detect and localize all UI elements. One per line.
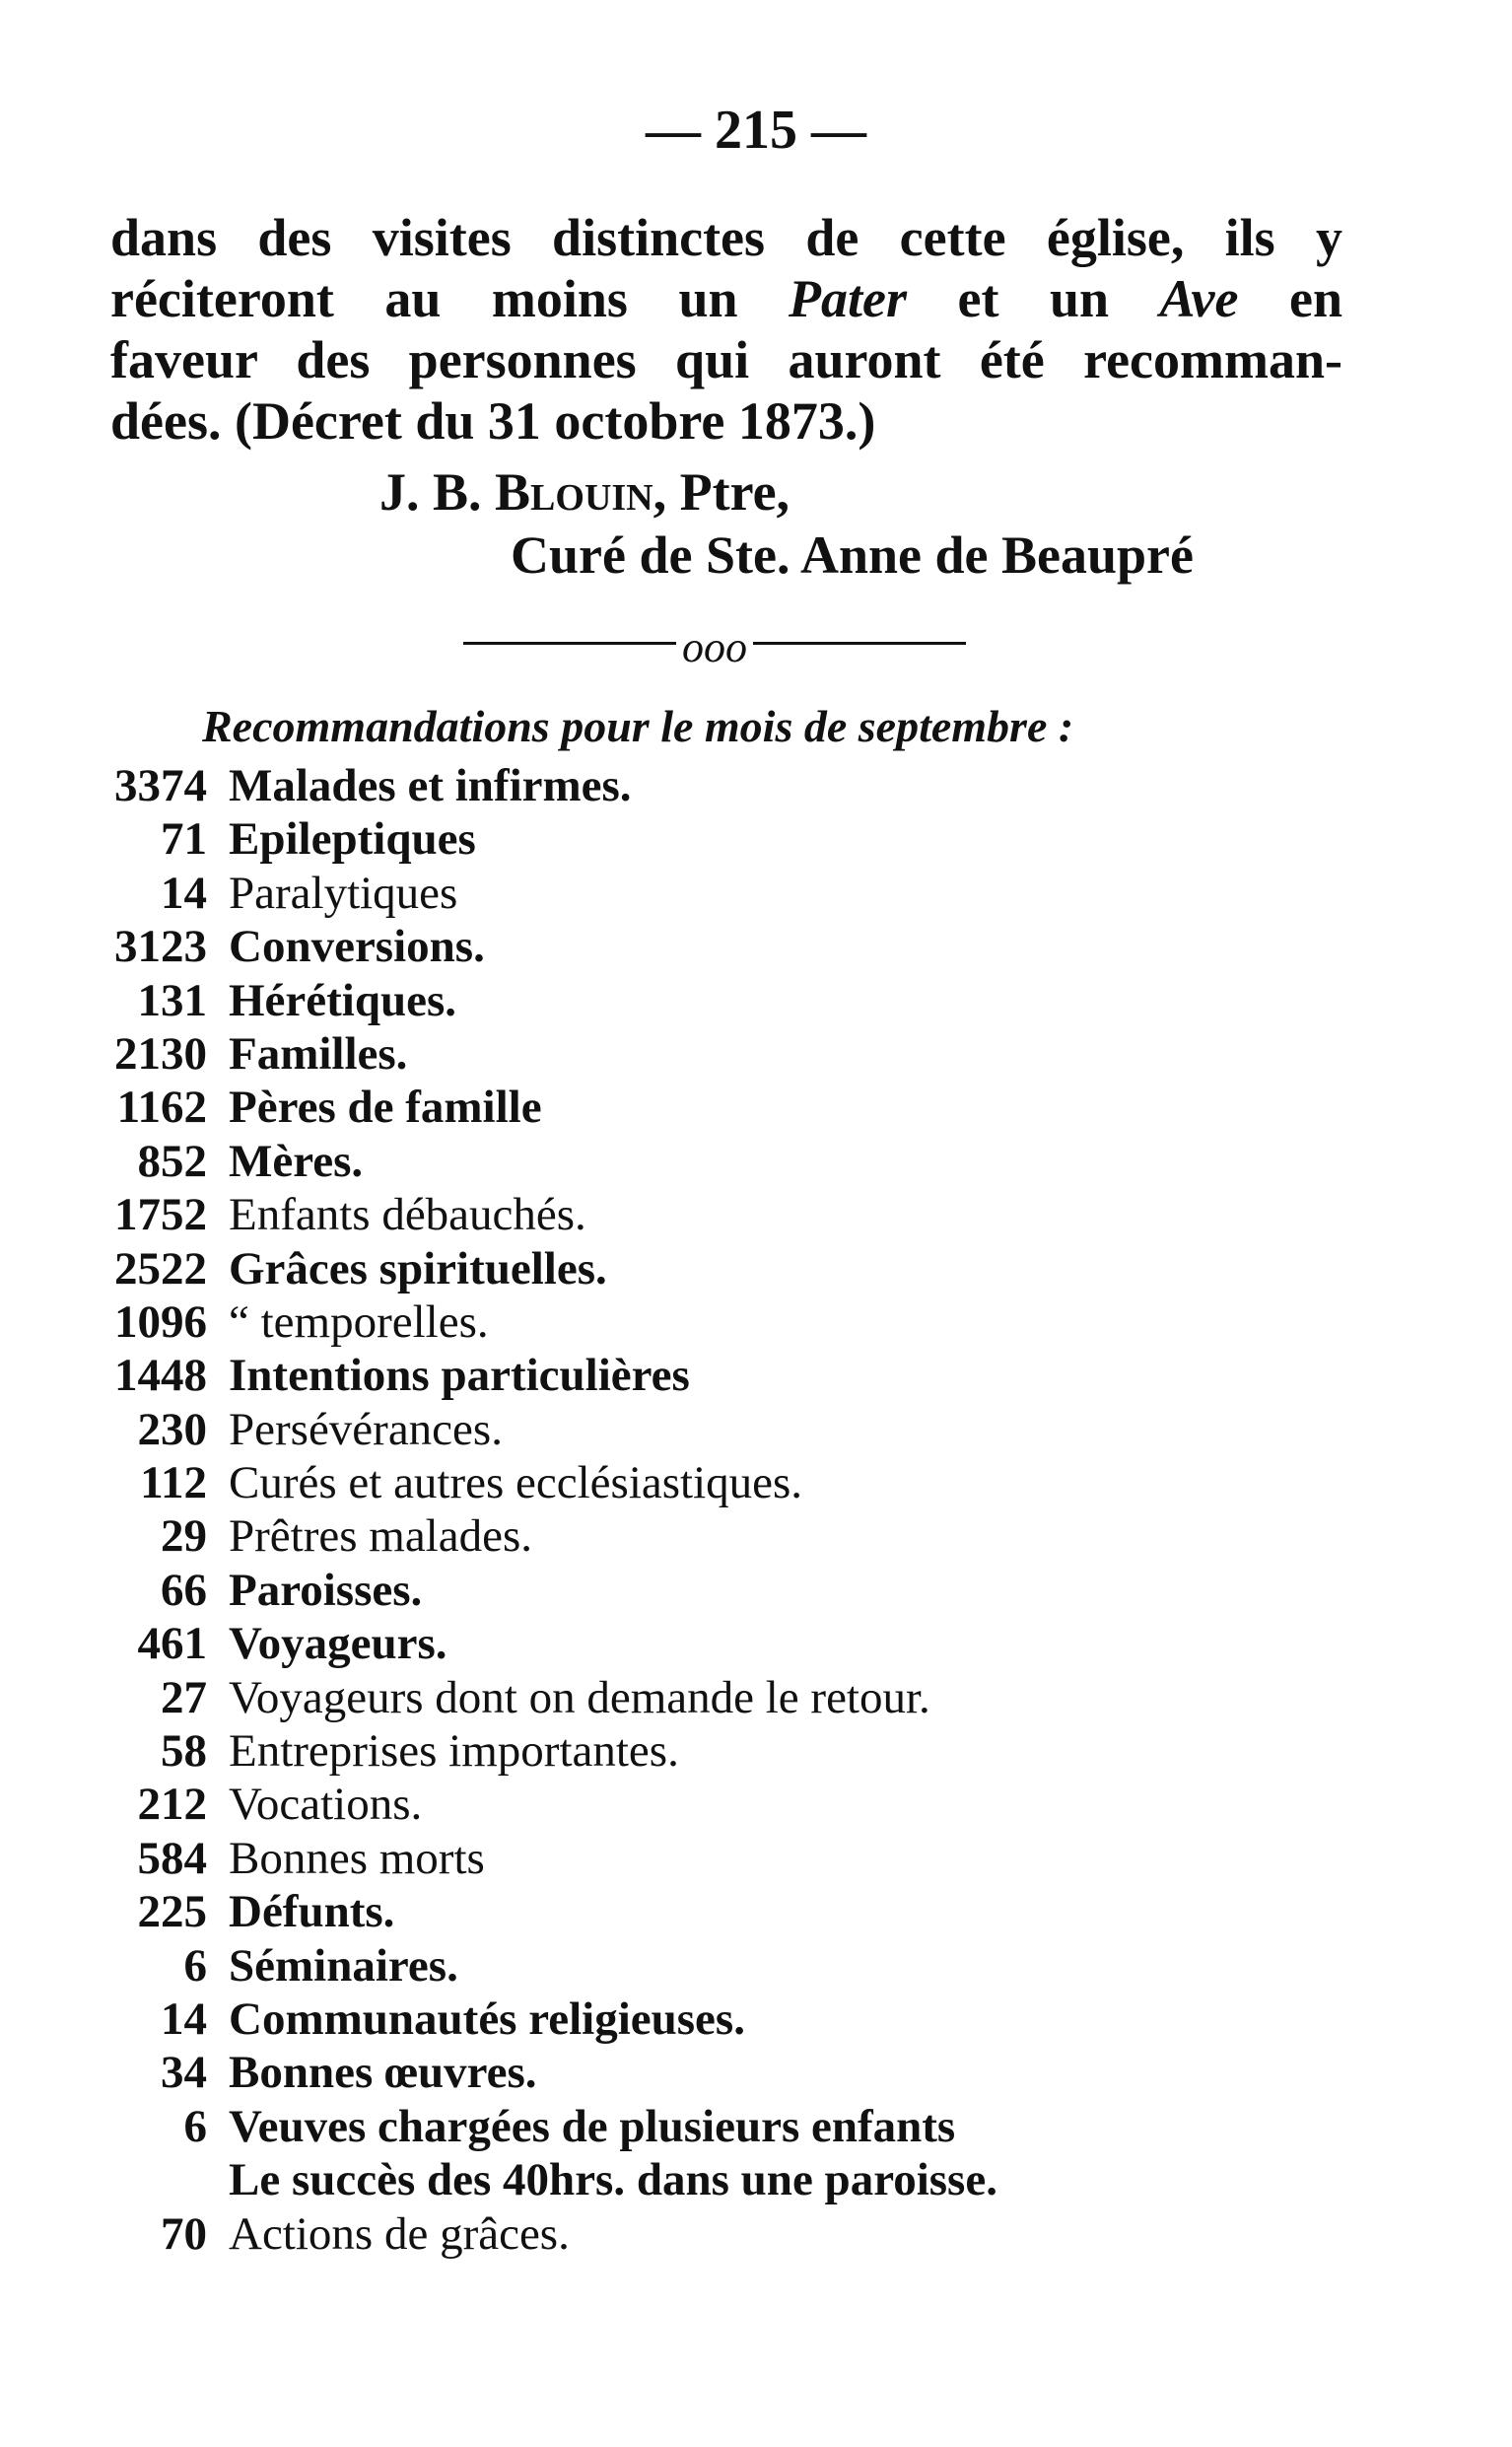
recommendation-label: Veuves chargées de plusieurs enfants: [229, 2100, 956, 2152]
recommendation-label: Epileptiques: [229, 813, 476, 866]
list-item: [0, 1885, 1512, 1938]
line-2-text-a: réciteront au moins un: [110, 269, 790, 328]
decree-paragraph: [110, 207, 1342, 452]
list-item: [0, 2207, 1512, 2261]
recommendation-count: 2522: [114, 1242, 207, 1294]
list-item: [0, 1242, 1512, 1295]
recommendation-count: 34: [161, 2047, 207, 2099]
pater-word: Pater: [789, 269, 907, 328]
list-item: [0, 920, 1512, 973]
list-item: [0, 2153, 1512, 2206]
list-item: [0, 1939, 1512, 1993]
list-item: [0, 1081, 1512, 1134]
paragraph-line-4: dées. (Décret du 31 octobre 1873.): [110, 391, 876, 451]
list-item: [0, 759, 1512, 812]
recommendation-label: Conversions.: [229, 921, 485, 973]
recommendation-label: Le succès des 40hrs. dans une paroisse.: [229, 2154, 997, 2206]
recommendation-label: Voyageurs dont on demande le retour.: [229, 1671, 930, 1723]
recommendation-label: Curés et autres ecclésiastiques.: [229, 1457, 803, 1509]
list-item: [0, 1027, 1512, 1081]
recommendation-count: 14: [161, 1993, 207, 2045]
line-2-text-b: et un: [907, 269, 1160, 328]
ave-word: Ave: [1159, 269, 1239, 328]
recommendation-count: 1448: [114, 1350, 207, 1402]
recommendation-label: Pères de famille: [229, 1082, 542, 1134]
signature-initials: J. B.: [379, 462, 482, 522]
recommendations-heading: Recommandations pour le mois de septembre :: [202, 701, 1074, 751]
recommendation-label: Paralytiques: [229, 867, 458, 919]
recommendation-label: Défunts.: [229, 1886, 395, 1938]
recommendation-label: Persévérances.: [229, 1403, 503, 1455]
list-item: [0, 1188, 1512, 1241]
recommendation-count: 1096: [114, 1295, 207, 1348]
recommendation-count: 1752: [114, 1189, 207, 1241]
signature-name: Blouin: [495, 462, 653, 522]
recommendation-label: Communautés religieuses.: [229, 1993, 745, 2045]
recommendation-count: 6: [183, 2100, 207, 2152]
recommendation-count: 70: [161, 2207, 207, 2260]
signature-name-line: [379, 461, 790, 523]
recommendation-label: Actions de grâces.: [229, 2207, 570, 2260]
recommendation-label: Intentions particulières: [229, 1350, 690, 1402]
recommendation-label: Bonnes morts: [229, 1832, 485, 1884]
recommendation-count: 3123: [114, 921, 207, 973]
signature-title: , Ptre,: [653, 462, 790, 522]
recommendation-count: 112: [140, 1457, 207, 1509]
list-item: [0, 2100, 1512, 2153]
recommendation-count: 6: [183, 1939, 207, 1992]
list-item: [0, 1671, 1512, 1724]
recommendation-label: Mères.: [229, 1135, 364, 1187]
recommendation-label: Hérétiques.: [229, 974, 457, 1026]
recommendation-count: 66: [161, 1564, 207, 1616]
recommendation-count: 131: [137, 974, 207, 1026]
separator-rule-left: [463, 642, 676, 645]
recommendation-count: 1162: [116, 1082, 207, 1134]
list-item: [0, 1617, 1512, 1670]
recommendation-count: 58: [161, 1725, 207, 1778]
list-item: [0, 974, 1512, 1027]
line-2-text-c: en: [1238, 269, 1343, 328]
list-item: [0, 1456, 1512, 1509]
recommendation-label: Grâces spirituelles.: [229, 1242, 607, 1294]
recommendation-count: 14: [161, 867, 207, 919]
recommendation-count: 461: [137, 1618, 207, 1670]
recommendation-label: Entreprises importantes.: [229, 1725, 679, 1778]
recommendation-count: 230: [137, 1403, 207, 1455]
recommendation-label: Paroisses.: [229, 1564, 423, 1616]
recommendation-label: Prêtres malades.: [229, 1510, 533, 1563]
paragraph-line-3: faveur des personnes qui auront été recomman-: [110, 330, 1342, 389]
recommendation-count: 852: [137, 1135, 207, 1187]
recommendation-label: Vocations.: [229, 1779, 423, 1831]
recommendation-label: Voyageurs.: [229, 1618, 447, 1670]
section-separator: [463, 613, 966, 672]
separator-mark: ooo: [682, 622, 747, 671]
paragraph-line-2: [110, 268, 1342, 329]
list-item: [0, 1349, 1512, 1402]
recommendation-label: Malades et infirmes.: [229, 760, 632, 811]
recommendation-count: 29: [161, 1510, 207, 1563]
list-item: [0, 1135, 1512, 1188]
paragraph-line-1: dans des visites distinctes de cette église, ils y: [110, 208, 1342, 267]
list-item: [0, 1832, 1512, 1885]
recommendation-label: Enfants débauchés.: [229, 1189, 586, 1241]
recommendation-count: 27: [161, 1671, 207, 1723]
list-item: [0, 1778, 1512, 1831]
recommendation-count: 584: [137, 1832, 207, 1884]
recommendation-count: 2130: [114, 1027, 207, 1080]
list-item: [0, 867, 1512, 920]
list-item: [0, 2046, 1512, 2099]
recommendation-label: Séminaires.: [229, 1939, 458, 1992]
list-item: [0, 1403, 1512, 1456]
recommendation-count: 212: [137, 1779, 207, 1831]
recommendation-count: 3374: [114, 760, 207, 811]
recommendations-list: [0, 759, 1512, 2261]
separator-rule-right: [753, 642, 966, 645]
recommendation-label: Bonnes œuvres.: [229, 2047, 537, 2099]
list-item: [0, 1509, 1512, 1563]
recommendation-count: 225: [137, 1886, 207, 1938]
list-item: [0, 1564, 1512, 1617]
page-number: — 215 —: [646, 100, 866, 161]
recommendation-label: “ temporelles.: [229, 1295, 489, 1348]
signature-position: Curé de Ste. Anne de Beaupré: [511, 525, 1194, 585]
list-item: [0, 1993, 1512, 2046]
recommendation-count: 71: [161, 813, 207, 866]
list-item: [0, 812, 1512, 866]
recommendation-label: Familles.: [229, 1027, 408, 1080]
list-item: [0, 1295, 1512, 1349]
list-item: [0, 1724, 1512, 1778]
